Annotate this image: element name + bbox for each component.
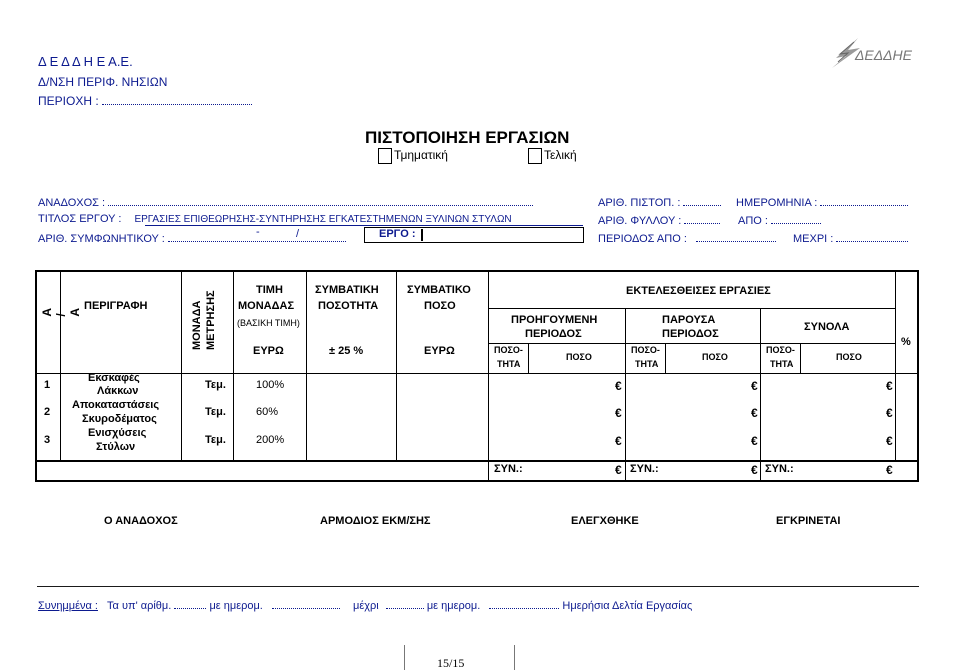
- col-price-header-2: ΜΟΝΑΔΑΣ: [238, 300, 295, 312]
- attached-label: Συνημμένα :: [38, 600, 98, 612]
- work-title-value: ΕΡΓΑΣΙΕΣ ΕΠΙΘΕΩΡΗΣΗΣ-ΣΥΝΤΗΡΗΣΗΣ ΕΓΚΑΤΕΣΤΗΜΕΝΩΝ ΞΥΛΙΝΩΝ ΣΤΥΛΩΝ: [134, 214, 512, 225]
- col-desc-header: ΠΕΡΙΓΡΑΦΗ: [84, 300, 148, 312]
- prev-sum-currency: €: [615, 463, 622, 477]
- page-divider-left: [404, 645, 405, 670]
- final-option[interactable]: [528, 148, 577, 164]
- sheet-no-input[interactable]: [684, 213, 720, 224]
- work-title-field: [38, 213, 512, 225]
- col-done-header: ΕΚΤΕΛΕΣΘΕΙΣΕΣ ΕΡΓΑΣΙΕΣ: [626, 285, 771, 297]
- row-curr-currency: €: [751, 406, 758, 420]
- percent-header: %: [901, 336, 911, 348]
- cert-no-input[interactable]: [683, 195, 721, 206]
- project-label: ΕΡΓΟ :: [379, 228, 416, 240]
- row-price: 200%: [256, 434, 285, 446]
- attached-until-input[interactable]: [386, 598, 424, 609]
- row-curr-currency: €: [751, 379, 758, 393]
- curr-amount-header: ΠΟΣΟ: [702, 352, 728, 362]
- attached-no-label: Τα υπ' αρίθμ.: [107, 600, 172, 612]
- row-curr-currency: €: [751, 434, 758, 448]
- sign-checked: ΕΛΕΓΧΘΗΚΕ: [571, 515, 639, 527]
- period-from-input[interactable]: [696, 231, 776, 242]
- page-title: ΠΙΣΤΟΠΟΙΗΣΗ ΕΡΓΑΣΙΩΝ: [365, 128, 570, 147]
- sheet-no-field: [598, 213, 720, 227]
- curr-qty-header-1: ΠΟΣΟ-: [631, 345, 660, 355]
- row-prev-currency: €: [615, 379, 622, 393]
- col-price-header-3: (ΒΑΣΙΚΗ ΤΙΜΗ): [237, 318, 300, 328]
- area-input[interactable]: [102, 94, 252, 105]
- date-label: ΗΜΕΡΟΜΗΝΙΑ :: [736, 197, 818, 209]
- attachments-line: [38, 598, 692, 612]
- period-from-label: ΠΕΡΙΟΔΟΣ ΑΠΟ :: [598, 233, 687, 245]
- attached-date-label: με ημερομ.: [209, 600, 263, 612]
- col-cqty-header-3: ± 25 %: [329, 345, 364, 357]
- contractor-label: ΑΝΑΔΟΧΟΣ :: [38, 197, 106, 209]
- total-qty-header-1: ΠΟΣΟ-: [766, 345, 795, 355]
- total-sum-label: ΣΥΝ.:: [765, 463, 794, 475]
- prev-amount-header: ΠΟΣΟ: [566, 352, 592, 362]
- cert-no-field: [598, 195, 721, 209]
- attached-date-input-2[interactable]: [489, 598, 559, 609]
- area-field: [38, 94, 252, 108]
- row-unit: Τεμ.: [205, 379, 226, 391]
- final-label: Τελική: [544, 148, 577, 163]
- curr-qty-header-2: ΤΗΤΑ: [635, 359, 659, 369]
- row-desc-1: Ενισχύσεις: [88, 427, 147, 439]
- attached-no-input[interactable]: [174, 598, 206, 609]
- row-unit: Τεμ.: [205, 434, 226, 446]
- attached-until-label: μέχρι: [353, 600, 379, 612]
- row-desc-2: Στύλων: [96, 441, 136, 453]
- sign-approved: ΕΓΚΡΙΝΕΤΑΙ: [776, 515, 841, 527]
- sign-responsible: ΑΡΜΟΔΙΟΣ ΕΚΜ/ΣΗΣ: [320, 515, 431, 527]
- page-number: 15/15: [437, 656, 465, 670]
- footer-divider: [37, 586, 919, 587]
- from-input[interactable]: [771, 213, 821, 224]
- from-field: [738, 213, 821, 227]
- row-price: 60%: [256, 406, 279, 418]
- until-label: ΜΕΧΡΙ :: [793, 233, 834, 245]
- from-label: ΑΠΟ :: [738, 215, 768, 227]
- curr-sum-currency: €: [751, 463, 758, 477]
- contract-sep-dash: -: [256, 226, 260, 238]
- row-prev-currency: €: [615, 406, 622, 420]
- col-price-header-1: ΤΙΜΗ: [256, 284, 283, 296]
- row-total-currency: €: [886, 434, 893, 448]
- prev-sum-label: ΣΥΝ.:: [494, 463, 523, 475]
- attached-date-input[interactable]: [272, 598, 340, 609]
- area-label: ΠΕΡΙΟΧΗ :: [38, 94, 99, 108]
- until-field: [793, 231, 908, 245]
- page-divider-right: [514, 645, 515, 670]
- logo-text: ΔΕΔΔΗΕ: [855, 47, 912, 63]
- partial-label: Τμηματική: [394, 148, 448, 163]
- col-price-header-4: ΕΥΡΩ: [253, 345, 284, 357]
- row-desc-1: Αποκαταστάσεις: [72, 399, 160, 411]
- prev-period-header-1: ΠΡΟΗΓΟΥΜΕΝΗ: [511, 314, 598, 326]
- col-aa-header: Α / Α: [40, 308, 82, 317]
- prev-qty-header-2: ΤΗΤΑ: [497, 359, 521, 369]
- org-name: Δ Ε Δ Δ Η Ε Α.Ε.: [38, 54, 133, 69]
- final-checkbox[interactable]: [528, 148, 542, 164]
- row-desc-2: Σκυροδέματος: [82, 413, 157, 425]
- row-unit: Τεμ.: [205, 406, 226, 418]
- division-name: Δ/ΝΣΗ ΠΕΡΙΦ. ΝΗΣΙΩΝ: [38, 75, 168, 89]
- curr-sum-label: ΣΥΝ.:: [630, 463, 659, 475]
- contract-label: ΑΡΙΘ. ΣΥΜΦΩΝΗΤΙΚΟΥ :: [38, 233, 165, 245]
- col-camt-header-1: ΣΥΜΒΑΤΙΚΟ: [407, 284, 471, 296]
- total-amount-header: ΠΟΣΟ: [836, 352, 862, 362]
- contractor-input[interactable]: [108, 195, 533, 206]
- curr-period-header-1: ΠΑΡΟΥΣΑ: [662, 314, 716, 326]
- col-camt-header-3: ΕΥΡΩ: [424, 345, 455, 357]
- contract-sep-slash: /: [296, 228, 300, 240]
- row-number: 2: [44, 406, 51, 418]
- sheet-no-label: ΑΡΙΘ. ΦΥΛΛΟΥ :: [598, 215, 682, 227]
- row-number: 1: [44, 379, 51, 391]
- total-qty-header-2: ΤΗΤΑ: [770, 359, 794, 369]
- period-from-field: [598, 231, 776, 245]
- col-camt-header-2: ΠΟΣΟ: [424, 300, 456, 312]
- work-title-underline: [145, 225, 583, 226]
- project-cursor: [421, 229, 423, 241]
- sign-contractor: Ο ΑΝΑΔΟΧΟΣ: [104, 515, 178, 527]
- col-unit-header: ΜΟΝΑΔΑ ΜΕΤΡΗΣΗΣ: [191, 290, 217, 350]
- date-field: [736, 195, 908, 209]
- cert-no-label: ΑΡΙΘ. ΠΙΣΤΟΠ. :: [598, 197, 681, 209]
- partial-checkbox[interactable]: [378, 148, 392, 164]
- table-frame: [35, 270, 919, 482]
- row-desc-1: Εκσκαφές: [88, 372, 140, 384]
- col-cqty-header-2: ΠΟΣΟΤΗΤΑ: [318, 300, 379, 312]
- total-sum-currency: €: [886, 463, 893, 477]
- contractor-field: [38, 195, 533, 209]
- daily-reports-label: Ημερήσια Δελτία Εργασίας: [562, 600, 693, 612]
- prev-period-header-2: ΠΕΡΙΟΔΟΣ: [525, 328, 582, 340]
- total-header: ΣΥΝΟΛΑ: [804, 321, 850, 333]
- curr-period-header-2: ΠΕΡΙΟΔΟΣ: [662, 328, 719, 340]
- row-desc-2: Λάκκων: [97, 385, 139, 397]
- col-cqty-header-1: ΣΥΜΒΑΤΙΚΗ: [315, 284, 379, 296]
- partial-option[interactable]: [378, 148, 448, 164]
- row-total-currency: €: [886, 379, 893, 393]
- row-price: 100%: [256, 379, 285, 391]
- work-title-label: ΤΙΤΛΟΣ ΕΡΓΟΥ :: [38, 213, 122, 225]
- until-input[interactable]: [836, 231, 908, 242]
- attached-date-label-2: με ημερομ.: [426, 600, 481, 612]
- row-number: 3: [44, 434, 51, 446]
- contract-field: [38, 231, 346, 245]
- date-input[interactable]: [820, 195, 908, 206]
- row-total-currency: €: [886, 406, 893, 420]
- row-prev-currency: €: [615, 434, 622, 448]
- prev-qty-header-1: ΠΟΣΟ-: [494, 345, 523, 355]
